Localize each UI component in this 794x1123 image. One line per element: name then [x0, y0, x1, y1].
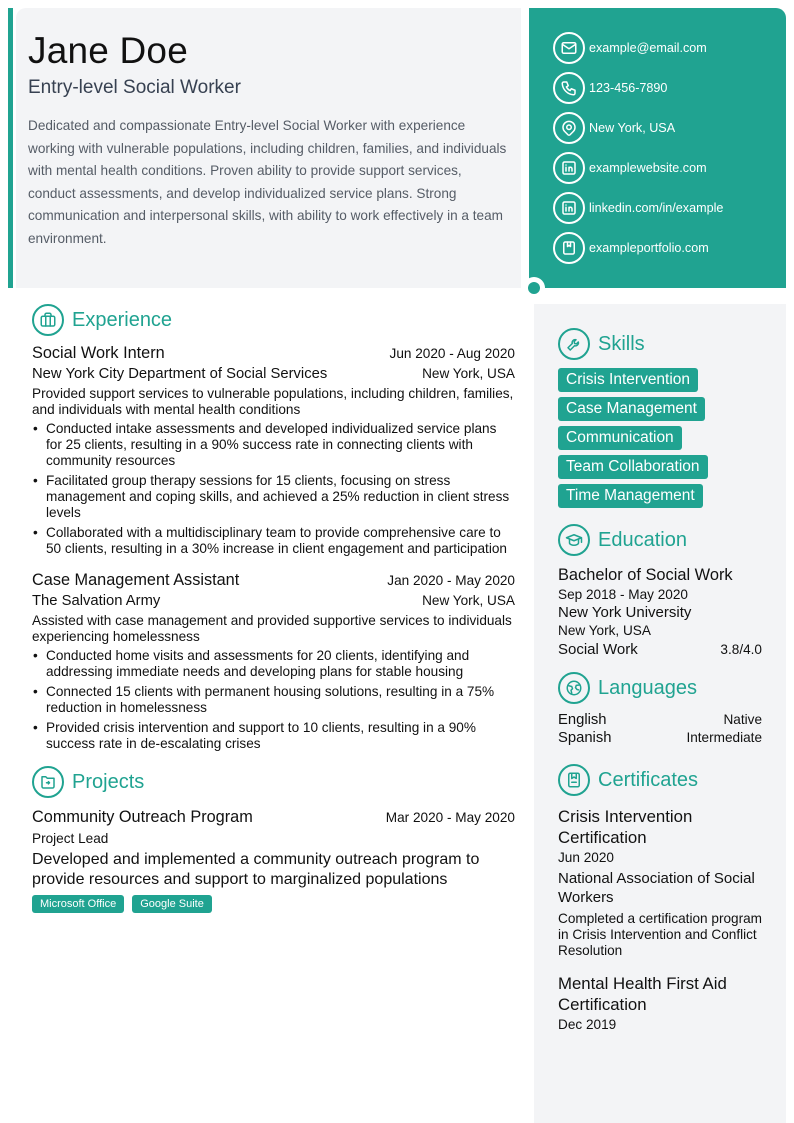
experience-entry — [32, 571, 515, 752]
folder-icon — [32, 766, 64, 798]
candidate-headline: Entry-level Social Worker — [28, 77, 241, 98]
job-bullet: • Provided crisis intervention and support to 10 clients, resulting in a 90% success rate in de-escalating crises — [32, 720, 515, 752]
skill-tag: Case Management — [558, 397, 705, 421]
portfolio-icon — [553, 232, 585, 264]
contact-location-text: New York, USA — [589, 121, 676, 135]
languages-title: Languages — [598, 676, 697, 699]
project-tag: Google Suite — [132, 895, 212, 913]
skills-header — [558, 328, 762, 360]
skill-tag: Time Management — [558, 484, 703, 508]
phone-icon — [553, 72, 585, 104]
header — [16, 8, 521, 288]
map-pin-icon — [553, 112, 585, 144]
job-bullets — [32, 421, 515, 557]
projects-header — [32, 766, 515, 798]
summary: Dedicated and compassionate Entry-level Social Worker with experience working with vulnerable populations, including children, families, and individuals with mental health conditions. Proven ability to provide support services, conduct assessments, and develop individualized service plans. Strong communication and interpersonal skills, with ability to work effectively in a team environment. — [28, 118, 507, 246]
contact-location — [553, 112, 786, 144]
project-tags — [32, 895, 515, 913]
linkedin-icon — [553, 152, 585, 184]
divider-dot — [528, 282, 540, 294]
contact-website-text: examplewebsite.com — [589, 161, 707, 175]
language-name: English — [558, 712, 607, 728]
contact-linkedin[interactable] — [553, 192, 786, 224]
skills-list — [558, 368, 762, 508]
project-tag: Microsoft Office — [32, 895, 124, 913]
contact-phone-text: 123-456-7890 — [589, 81, 668, 95]
job-bullet: • Facilitated group therapy sessions for 15 clients, focusing on stress management and coping skills, and achieved a 25% reduction in client stress levels — [32, 473, 515, 521]
briefcase-icon — [32, 304, 64, 336]
contact-linkedin-text: linkedin.com/in/example — [589, 201, 724, 215]
education-dates: Sep 2018 - May 2020 — [558, 587, 688, 602]
job-dates: Jan 2020 - May 2020 — [387, 573, 515, 588]
contact-website[interactable] — [553, 152, 786, 184]
graduation-cap-icon — [558, 524, 590, 556]
certificates-header — [558, 764, 762, 796]
experience-entry — [32, 344, 515, 557]
job-location: New York, USA — [422, 366, 515, 381]
contact-phone[interactable] — [553, 72, 786, 104]
linkedin-icon — [553, 192, 585, 224]
skill-tag: Communication — [558, 426, 682, 450]
project-description: Developed and implemented a community outreach program to provide resources and support to marginalized populations — [32, 851, 480, 888]
certificates-title: Certificates — [598, 768, 699, 791]
education-school: New York University — [558, 604, 692, 621]
job-bullet: • Conducted home visits and assessments for 20 clients, identifying and addressing immediate needs and developing plans for stable housing — [32, 648, 515, 680]
job-description: Provided support services to vulnerable populations, including children, families, and individuals with mental health conditions — [32, 386, 514, 417]
job-bullet: • Connected 15 clients with permanent housing solutions, resulting in a 75% reduction in homelessness — [32, 684, 515, 716]
globe-icon — [558, 672, 590, 704]
job-title: Social Work Intern — [32, 344, 165, 362]
education-gpa: 3.8/4.0 — [720, 642, 762, 657]
education-field-row — [558, 641, 762, 658]
job-bullet: • Conducted intake assessments and developed individualized service plans for 25 clients, resulting in a 90% success rate in connecting clients with community resources — [32, 421, 515, 469]
education-header — [558, 524, 762, 556]
certificate-date: Dec 2019 — [558, 1017, 617, 1032]
language-row — [558, 712, 762, 728]
main-column — [32, 304, 515, 913]
project-name: Community Outreach Program — [32, 808, 253, 826]
experience-header — [32, 304, 515, 336]
contact-email[interactable] — [553, 32, 786, 64]
language-name: Spanish — [558, 730, 612, 746]
certificate-issuer: National Association of Social Workers — [558, 870, 755, 906]
certificate-date: Jun 2020 — [558, 850, 614, 865]
contact-panel — [529, 8, 786, 288]
language-row — [558, 730, 762, 746]
sidebar — [534, 304, 786, 1123]
mail-icon — [553, 32, 585, 64]
project-entry — [32, 808, 515, 913]
contact-portfolio-text: exampleportfolio.com — [589, 241, 709, 255]
education-degree: Bachelor of Social Work — [558, 566, 733, 584]
education-title: Education — [598, 528, 687, 551]
skill-tag: Crisis Intervention — [558, 368, 698, 392]
language-level: Native — [723, 712, 762, 727]
job-dates: Jun 2020 - Aug 2020 — [389, 346, 515, 361]
languages-header — [558, 672, 762, 704]
certificate-description: Completed a certification program in Crisis Intervention and Conflict Resolution — [558, 911, 762, 958]
project-dates: Mar 2020 - May 2020 — [385, 810, 515, 825]
education-field: Social Work — [558, 641, 638, 658]
company-name: The Salvation Army — [32, 593, 161, 609]
skill-tag: Team Collaboration — [558, 455, 708, 479]
experience-title: Experience — [72, 308, 173, 331]
job-location: New York, USA — [422, 593, 515, 608]
candidate-name: Jane Doe — [28, 30, 188, 71]
skills-title: Skills — [598, 332, 645, 355]
company-name: New York City Department of Social Services — [32, 366, 328, 382]
job-description: Assisted with case management and provided supportive services to individuals experiencing homelessness — [32, 613, 512, 644]
job-title: Case Management Assistant — [32, 571, 240, 589]
education-location: New York, USA — [558, 623, 651, 638]
contact-email-text: example@email.com — [589, 41, 707, 55]
language-level: Intermediate — [686, 730, 762, 745]
projects-title: Projects — [72, 770, 145, 793]
job-bullets — [32, 648, 515, 752]
certificate-name: Crisis Intervention Certification — [558, 807, 693, 847]
header-accent-bar — [8, 8, 13, 288]
job-bullet: • Collaborated with a multidisciplinary team to provide comprehensive care to 50 clients, resulting in a 30% increase in client engagement and participation — [32, 525, 515, 557]
certificate-icon — [558, 764, 590, 796]
certificate-name: Mental Health First Aid Certification — [558, 974, 727, 1014]
wrench-icon — [558, 328, 590, 360]
contact-portfolio[interactable] — [553, 232, 786, 264]
project-role: Project Lead — [32, 831, 109, 846]
